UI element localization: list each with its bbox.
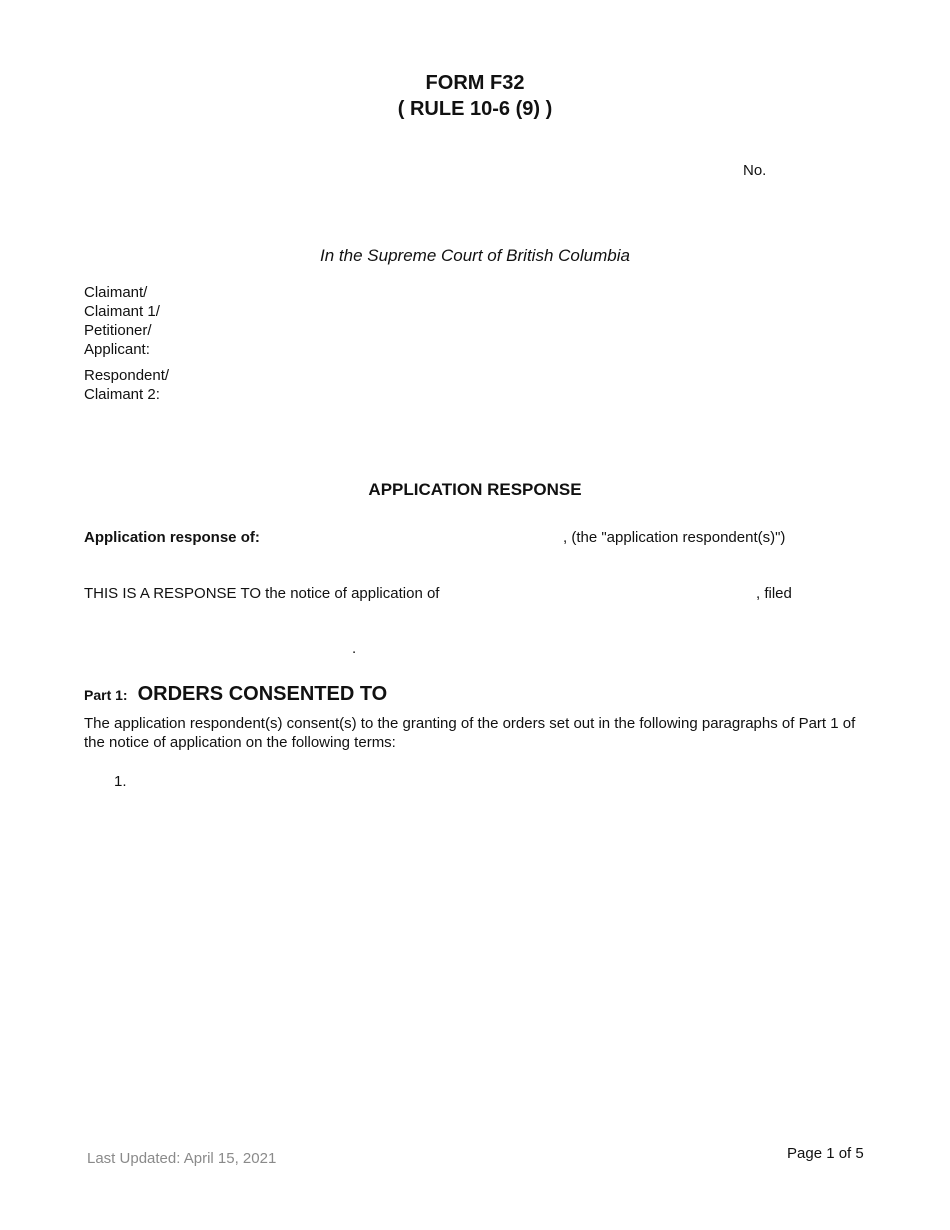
respondent-label-line: Respondent/ [84, 367, 170, 384]
response-of-label: Application response of: [84, 529, 260, 546]
form-rule: ( RULE 10-6 (9) ) [397, 98, 553, 120]
last-updated: Last Updated: April 15, 2021 [87, 1150, 277, 1167]
response-to-text: THIS IS A RESPONSE TO the notice of application of [84, 585, 440, 602]
filed-suffix: , filed [756, 585, 792, 602]
claimant-label-line: Claimant/ [84, 284, 148, 301]
respondent-label-block [84, 366, 169, 404]
document-heading: APPLICATION RESPONSE [368, 480, 582, 499]
claimant-label-block [84, 283, 160, 359]
court-name: In the Supreme Court of British Columbia [320, 246, 630, 265]
part-1-title: ORDERS CONSENTED TO [137, 683, 388, 705]
claimant-label-line: Claimant 1/ [84, 303, 160, 320]
claimant-label-line: Applicant: [84, 341, 150, 358]
list-item-number: 1. [114, 773, 127, 790]
court-file-no-label: No. [743, 162, 767, 179]
part-1-heading [84, 683, 387, 706]
part-1-body: The application respondent(s) consent(s) to the granting of the orders set out in the following paragraphs of Part 1 of the notice of application on the following terms: [84, 715, 856, 751]
form-title: FORM F32 [425, 72, 525, 94]
claimant-label-line: Petitioner/ [84, 322, 152, 339]
page-number: Page 1 of 5 [787, 1145, 864, 1162]
response-of-suffix: , (the "application respondent(s)") [563, 529, 786, 546]
sentence-period: . [352, 640, 357, 657]
respondent-label-line: Claimant 2: [84, 386, 160, 403]
part-1-label: Part 1: [84, 687, 128, 703]
